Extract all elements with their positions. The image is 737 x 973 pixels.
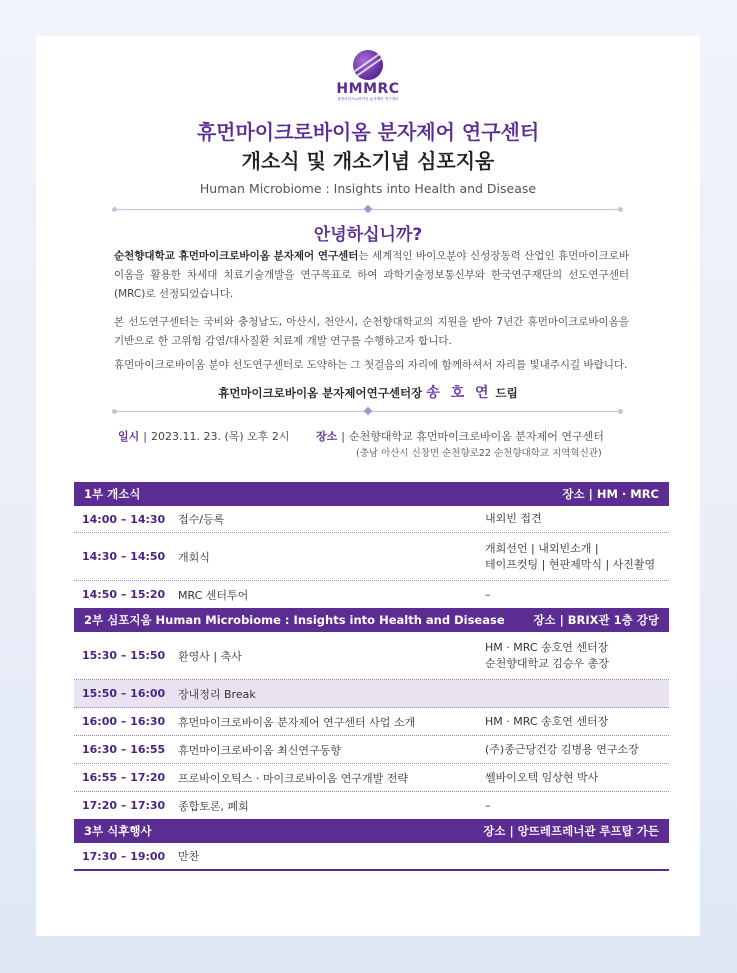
section-place: 장소 | 앙뜨레프레너관 루프탑 가든 xyxy=(483,824,659,838)
divider-bottom xyxy=(114,411,621,412)
row-note-line: HM · MRC 송호연 센터장 xyxy=(485,640,609,654)
table-row xyxy=(74,843,669,871)
logo xyxy=(36,50,700,102)
table-row xyxy=(74,680,669,708)
table-row xyxy=(74,764,669,792)
place-address: (충남 아산시 신창면 순천향로22 순천향대학교 지역혁신관) xyxy=(356,448,602,459)
intro-paragraph-3: 휴먼마이크로바이옴 분야 선도연구센터로 도약하는 그 첫걸음의 자리에 함께하셔서 자리를 빛내주시길 바랍니다. xyxy=(114,359,628,371)
date-label: 일시 xyxy=(118,430,140,443)
signer-suffix: 드림 xyxy=(495,386,518,400)
table-row xyxy=(74,736,669,764)
greeting: 안녕하십니까? xyxy=(313,225,423,245)
program-table xyxy=(74,482,669,871)
row-note: – xyxy=(485,798,491,812)
row-program: 종합토론, 폐회 xyxy=(178,799,249,813)
row-time: 14:30 – 14:50 xyxy=(82,550,166,563)
row-program: 만찬 xyxy=(178,850,200,863)
event-place: 장소 | 순천향대학교 휴먼마이크로바이옴 분자제어 연구센터 xyxy=(316,430,604,443)
subtitle: Human Microbiome : Insights into Health and Disease xyxy=(199,181,537,196)
row-note-line: 테이프컷팅 | 현판제막식 | 사진촬영 xyxy=(485,557,656,571)
row-program: 접수/등록 xyxy=(178,513,225,526)
section-header xyxy=(74,819,669,843)
row-program: 휴먼마이크로바이옴 최신연구동향 xyxy=(178,743,341,757)
logo-text: HMMRC xyxy=(336,81,400,97)
row-program: 장내정리 Break xyxy=(178,687,256,701)
logo-globe-icon xyxy=(353,50,383,80)
section-place: 장소 | BRIX관 1층 강당 xyxy=(533,613,659,627)
section-place: 장소 | HM · MRC xyxy=(562,487,659,501)
table-row xyxy=(74,506,669,533)
section-title: 3부 식후행사 xyxy=(84,824,152,838)
table-row xyxy=(74,792,669,819)
place-value: 순천향대학교 휴먼마이크로바이옴 분자제어 연구센터 xyxy=(348,430,604,443)
row-note xyxy=(485,640,669,672)
date-value: 2023.11. 23. (목) 오후 2시 xyxy=(150,430,290,443)
intro-paragraph-1 xyxy=(114,247,629,304)
title-line-2: 개소식 및 개소기념 심포지움 xyxy=(241,149,495,173)
row-time: 15:30 – 15:50 xyxy=(82,649,166,662)
section-header xyxy=(74,608,669,632)
table-row xyxy=(74,533,669,581)
section-header xyxy=(74,482,669,506)
row-time: 14:00 – 14:30 xyxy=(82,512,166,526)
row-time: 16:00 – 16:30 xyxy=(82,715,166,728)
intro-paragraph-1-text: 는 세계적인 바이오분야 신성장동력 산업인 휴먼마이크로바이옴을 활용한 차세대 치료기술개발을 연구목표로 하여 과학기술정보통신부와 한국연구재단의 선도연구센터(MRC)로 선정되었습니다. xyxy=(114,250,629,300)
section-title: 1부 개소식 xyxy=(84,487,141,501)
place-label: 장소 xyxy=(316,430,338,443)
row-time: 16:30 – 16:55 xyxy=(82,743,166,756)
title-line-1: 휴먼마이크로바이옴 분자제어 연구센터 xyxy=(196,120,540,144)
row-note xyxy=(485,541,669,573)
section-title: 2부 심포지움 Human Microbiome : Insights into Health and Disease xyxy=(84,613,505,627)
row-note: – xyxy=(485,587,491,601)
row-program: MRC 센터투어 xyxy=(178,588,249,602)
row-note-line: 개회선언 | 내외빈소개 | xyxy=(485,541,599,555)
row-program: 프로바이오틱스 · 마이크로바이옴 연구개발 전략 xyxy=(178,771,409,785)
intro-center-name: 순천향대학교 휴먼마이크로바이옴 분자제어 연구센터 xyxy=(114,250,359,262)
row-program: 휴먼마이크로바이옴 분자제어 연구센터 사업 소개 xyxy=(178,715,416,729)
signer-name: 송 호 연 xyxy=(426,385,492,401)
row-time: 17:30 – 19:00 xyxy=(82,849,166,863)
row-program: 환영사 | 축사 xyxy=(178,649,242,663)
intro-paragraph-2: 본 선도연구센터는 국비와 충청남도, 아산시, 천안시, 순천향대학교의 지원을 받아 7년간 휴먼마이크로바이옴을 기반으로 한 고위험 감염/대사질환 치료제 개발 연구를 수행하고자 합니다. xyxy=(114,316,629,347)
signer-title: 휴먼마이크로바이옴 분자제어연구센터장 xyxy=(218,386,423,400)
row-program: 개회식 xyxy=(178,550,210,564)
signer xyxy=(36,382,700,402)
row-note: 쎌바이오텍 임상현 박사 xyxy=(485,770,599,784)
row-note: 내외빈 접견 xyxy=(485,512,542,525)
row-note-line: 순천향대학교 김승우 총장 xyxy=(485,656,609,670)
logo-subtext: 휴먼마이크로바이옴 분자제어 연구센터 xyxy=(337,97,399,101)
row-note: (주)종근당건강 김병용 연구소장 xyxy=(485,742,639,756)
table-row xyxy=(74,581,669,608)
row-time: 17:20 – 17:30 xyxy=(82,799,166,812)
divider-top xyxy=(114,209,621,210)
row-time: 16:55 – 17:20 xyxy=(82,771,166,784)
row-note: HM · MRC 송호연 센터장 xyxy=(485,714,609,728)
event-date: 일시 | 2023.11. 23. (목) 오후 2시 xyxy=(118,430,290,443)
table-row xyxy=(74,632,669,680)
table-row xyxy=(74,708,669,736)
row-time: 15:50 – 16:00 xyxy=(82,687,166,700)
row-time: 14:50 – 15:20 xyxy=(82,588,166,601)
